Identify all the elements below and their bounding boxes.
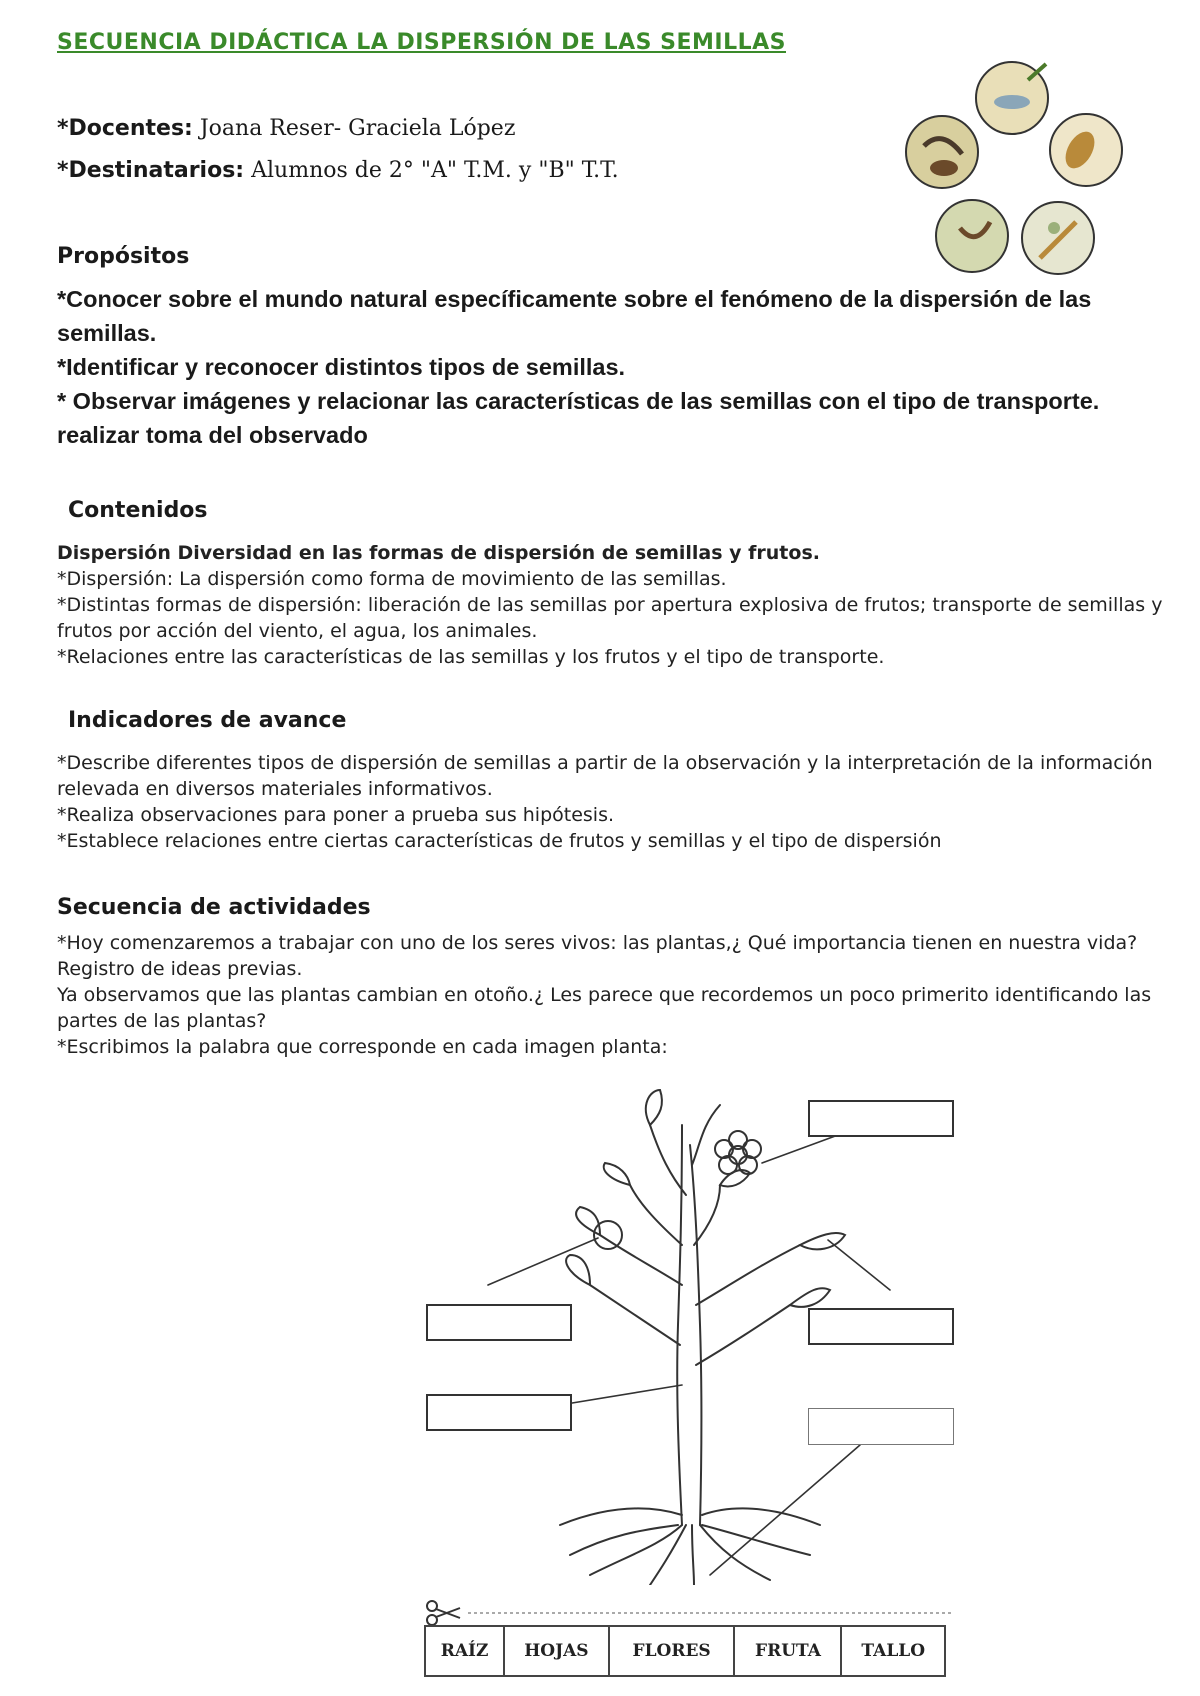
secuencia-list	[57, 930, 1177, 1060]
label-box-hojas[interactable]	[808, 1308, 954, 1345]
word-raiz[interactable]: RAÍZ	[425, 1626, 504, 1676]
label-box-fruta[interactable]	[426, 1304, 572, 1341]
indicador-item: *Describe diferentes tipos de dispersión de semillas a partir de la observación y la interpretación de la información relevada en diversos materiales informativos.	[57, 752, 1153, 800]
word-bank-table	[424, 1625, 946, 1677]
docentes-value: Joana Reser- Graciela López	[199, 116, 516, 141]
word-fruta[interactable]: FRUTA	[734, 1626, 841, 1676]
indicador-item: *Realiza observaciones para poner a prueba sus hipótesis.	[57, 804, 615, 826]
proposito-item: *Conocer sobre el mundo natural específicamente sobre el fenómeno de la dispersión de las semillas.	[57, 286, 1092, 346]
propositos-list	[57, 282, 1157, 452]
cut-line	[424, 1600, 954, 1626]
word-flores[interactable]: FLORES	[609, 1626, 735, 1676]
contenidos-bold-line: Dispersión Diversidad en las formas de dispersión de semillas y frutos.	[57, 542, 820, 564]
proposito-item: *Identificar y reconocer distintos tipos de semillas.	[57, 354, 626, 380]
secuencia-item: *Hoy comenzaremos a trabajar con uno de los seres vivos: las plantas,¿ Qué importancia tienen en nuestra vida? Registro de ideas previas.	[57, 932, 1138, 980]
propositos-heading: Propósitos	[57, 244, 190, 269]
contenidos-list	[57, 540, 1177, 670]
seed-dispersion-illustration	[900, 58, 1140, 282]
scissors-icon	[427, 1601, 460, 1625]
secuencia-heading: Secuencia de actividades	[57, 895, 371, 920]
destinatarios-line	[57, 158, 619, 183]
indicadores-heading: Indicadores de avance	[68, 708, 347, 733]
label-box-tallo[interactable]	[426, 1394, 572, 1431]
page-title: SECUENCIA DIDÁCTICA LA DISPERSIÓN DE LAS SEMILLAS	[57, 30, 786, 55]
contenido-item: *Relaciones entre las características de las semillas y los frutos y el tipo de transporte.	[57, 646, 885, 668]
contenido-item: *Dispersión: La dispersión como forma de movimiento de las semillas.	[57, 568, 727, 590]
contenidos-heading: Contenidos	[68, 498, 208, 523]
word-hojas[interactable]: HOJAS	[504, 1626, 609, 1676]
indicadores-list	[57, 750, 1177, 854]
destinatarios-value: Alumnos de 2° "A" T.M. y "B" T.T.	[251, 158, 619, 183]
proposito-item: * Observar imágenes y relacionar las características de las semillas con el tipo de transporte.	[57, 388, 1100, 414]
docentes-line	[57, 116, 515, 141]
secuencia-item: *Escribimos la palabra que corresponde en cada imagen planta:	[57, 1036, 668, 1058]
docentes-label: *Docentes:	[57, 116, 193, 141]
proposito-item: realizar toma del observado	[57, 422, 368, 448]
word-tallo[interactable]: TALLO	[841, 1626, 945, 1676]
label-box-flor[interactable]	[808, 1100, 954, 1137]
indicador-item: *Establece relaciones entre ciertas características de frutos y semillas y el tipo de dispersión	[57, 830, 942, 852]
secuencia-item: Ya observamos que las plantas cambian en otoño.¿ Les parece que recordemos un poco primerito identificando las partes de las plantas?	[57, 984, 1152, 1032]
contenido-item: *Distintas formas de dispersión: liberación de las semillas por apertura explosiva de frutos; transporte de semillas y frutos por acción del viento, el agua, los animales.	[57, 594, 1163, 642]
label-box-raiz[interactable]	[808, 1408, 954, 1445]
destinatarios-label: *Destinatarios:	[57, 158, 245, 183]
